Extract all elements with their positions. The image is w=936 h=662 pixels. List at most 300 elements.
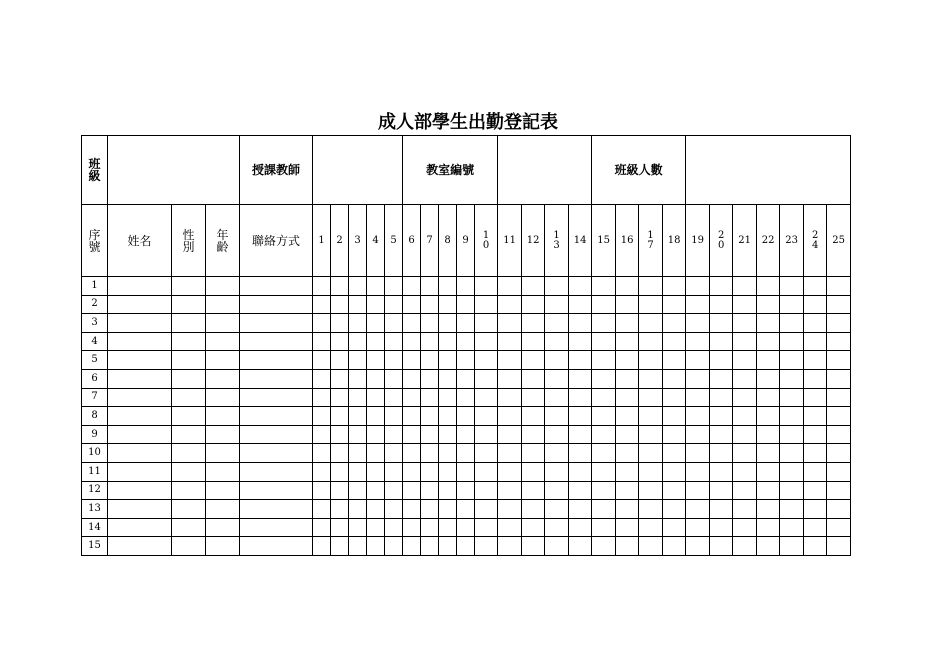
age-cell[interactable]: [206, 388, 240, 407]
attendance-cell[interactable]: [385, 388, 403, 407]
attendance-cell[interactable]: [757, 462, 780, 481]
name-cell[interactable]: [108, 518, 172, 537]
attendance-cell[interactable]: [385, 295, 403, 314]
attendance-cell[interactable]: [616, 518, 639, 537]
attendance-cell[interactable]: [475, 314, 498, 333]
gender-cell[interactable]: [172, 500, 206, 519]
attendance-cell[interactable]: [331, 500, 349, 519]
attendance-cell[interactable]: [804, 351, 827, 370]
attendance-cell[interactable]: [313, 444, 331, 463]
attendance-cell[interactable]: [403, 518, 421, 537]
attendance-cell[interactable]: [663, 369, 686, 388]
attendance-cell[interactable]: [686, 481, 710, 500]
attendance-cell[interactable]: [313, 314, 331, 333]
attendance-cell[interactable]: [780, 444, 804, 463]
attendance-cell[interactable]: [686, 462, 710, 481]
attendance-cell[interactable]: [457, 462, 475, 481]
attendance-cell[interactable]: [331, 351, 349, 370]
attendance-cell[interactable]: [367, 332, 385, 351]
attendance-cell[interactable]: [522, 369, 545, 388]
attendance-cell[interactable]: [313, 407, 331, 426]
attendance-cell[interactable]: [403, 500, 421, 519]
attendance-cell[interactable]: [616, 462, 639, 481]
attendance-cell[interactable]: [827, 462, 851, 481]
name-cell[interactable]: [108, 444, 172, 463]
attendance-cell[interactable]: [804, 388, 827, 407]
attendance-cell[interactable]: [457, 444, 475, 463]
attendance-cell[interactable]: [663, 277, 686, 296]
age-cell[interactable]: [206, 369, 240, 388]
attendance-cell[interactable]: [498, 481, 522, 500]
age-cell[interactable]: [206, 351, 240, 370]
attendance-cell[interactable]: [475, 537, 498, 556]
attendance-cell[interactable]: [686, 444, 710, 463]
gender-cell[interactable]: [172, 425, 206, 444]
attendance-cell[interactable]: [331, 332, 349, 351]
attendance-cell[interactable]: [639, 518, 663, 537]
attendance-cell[interactable]: [804, 444, 827, 463]
attendance-cell[interactable]: [686, 351, 710, 370]
attendance-cell[interactable]: [827, 500, 851, 519]
attendance-cell[interactable]: [403, 425, 421, 444]
attendance-cell[interactable]: [780, 407, 804, 426]
attendance-cell[interactable]: [827, 407, 851, 426]
attendance-cell[interactable]: [639, 500, 663, 519]
attendance-cell[interactable]: [439, 444, 457, 463]
name-cell[interactable]: [108, 407, 172, 426]
attendance-cell[interactable]: [569, 277, 592, 296]
attendance-cell[interactable]: [592, 314, 616, 333]
attendance-cell[interactable]: [403, 481, 421, 500]
gender-cell[interactable]: [172, 332, 206, 351]
attendance-cell[interactable]: [457, 295, 475, 314]
age-cell[interactable]: [206, 500, 240, 519]
attendance-cell[interactable]: [592, 407, 616, 426]
attendance-cell[interactable]: [710, 407, 733, 426]
room-value-cell[interactable]: [498, 136, 592, 205]
gender-cell[interactable]: [172, 462, 206, 481]
contact-cell[interactable]: [240, 537, 313, 556]
name-cell[interactable]: [108, 369, 172, 388]
attendance-cell[interactable]: [403, 295, 421, 314]
attendance-cell[interactable]: [475, 481, 498, 500]
attendance-cell[interactable]: [403, 444, 421, 463]
age-cell[interactable]: [206, 481, 240, 500]
attendance-cell[interactable]: [522, 388, 545, 407]
attendance-cell[interactable]: [686, 407, 710, 426]
attendance-cell[interactable]: [780, 388, 804, 407]
attendance-cell[interactable]: [733, 388, 757, 407]
attendance-cell[interactable]: [385, 369, 403, 388]
attendance-cell[interactable]: [757, 518, 780, 537]
attendance-cell[interactable]: [804, 481, 827, 500]
attendance-cell[interactable]: [349, 351, 367, 370]
attendance-cell[interactable]: [804, 314, 827, 333]
attendance-cell[interactable]: [827, 369, 851, 388]
attendance-cell[interactable]: [592, 295, 616, 314]
attendance-cell[interactable]: [804, 425, 827, 444]
attendance-cell[interactable]: [545, 407, 569, 426]
attendance-cell[interactable]: [569, 295, 592, 314]
attendance-cell[interactable]: [457, 518, 475, 537]
gender-cell[interactable]: [172, 351, 206, 370]
attendance-cell[interactable]: [569, 314, 592, 333]
attendance-cell[interactable]: [457, 277, 475, 296]
attendance-cell[interactable]: [367, 295, 385, 314]
attendance-cell[interactable]: [421, 351, 439, 370]
attendance-cell[interactable]: [421, 500, 439, 519]
attendance-cell[interactable]: [757, 351, 780, 370]
name-cell[interactable]: [108, 537, 172, 556]
attendance-cell[interactable]: [710, 369, 733, 388]
attendance-cell[interactable]: [522, 481, 545, 500]
attendance-cell[interactable]: [545, 518, 569, 537]
attendance-cell[interactable]: [331, 314, 349, 333]
attendance-cell[interactable]: [385, 444, 403, 463]
attendance-cell[interactable]: [757, 388, 780, 407]
attendance-cell[interactable]: [686, 295, 710, 314]
attendance-cell[interactable]: [313, 518, 331, 537]
attendance-cell[interactable]: [804, 500, 827, 519]
attendance-cell[interactable]: [457, 369, 475, 388]
attendance-cell[interactable]: [827, 537, 851, 556]
attendance-cell[interactable]: [498, 351, 522, 370]
attendance-cell[interactable]: [592, 369, 616, 388]
name-cell[interactable]: [108, 332, 172, 351]
attendance-cell[interactable]: [592, 481, 616, 500]
attendance-cell[interactable]: [522, 277, 545, 296]
contact-cell[interactable]: [240, 518, 313, 537]
attendance-cell[interactable]: [498, 407, 522, 426]
attendance-cell[interactable]: [592, 500, 616, 519]
attendance-cell[interactable]: [349, 500, 367, 519]
attendance-cell[interactable]: [367, 277, 385, 296]
attendance-cell[interactable]: [498, 425, 522, 444]
attendance-cell[interactable]: [457, 388, 475, 407]
attendance-cell[interactable]: [522, 407, 545, 426]
attendance-cell[interactable]: [331, 444, 349, 463]
attendance-cell[interactable]: [331, 295, 349, 314]
attendance-cell[interactable]: [780, 518, 804, 537]
attendance-cell[interactable]: [421, 369, 439, 388]
attendance-cell[interactable]: [498, 388, 522, 407]
attendance-cell[interactable]: [349, 425, 367, 444]
attendance-cell[interactable]: [403, 388, 421, 407]
contact-cell[interactable]: [240, 314, 313, 333]
attendance-cell[interactable]: [827, 295, 851, 314]
attendance-cell[interactable]: [439, 332, 457, 351]
attendance-cell[interactable]: [498, 295, 522, 314]
attendance-cell[interactable]: [313, 537, 331, 556]
attendance-cell[interactable]: [439, 518, 457, 537]
attendance-cell[interactable]: [313, 295, 331, 314]
attendance-cell[interactable]: [592, 332, 616, 351]
attendance-cell[interactable]: [403, 332, 421, 351]
attendance-cell[interactable]: [457, 500, 475, 519]
attendance-cell[interactable]: [545, 295, 569, 314]
attendance-cell[interactable]: [616, 444, 639, 463]
attendance-cell[interactable]: [710, 444, 733, 463]
attendance-cell[interactable]: [439, 537, 457, 556]
contact-cell[interactable]: [240, 462, 313, 481]
attendance-cell[interactable]: [367, 444, 385, 463]
attendance-cell[interactable]: [349, 314, 367, 333]
attendance-cell[interactable]: [545, 500, 569, 519]
attendance-cell[interactable]: [498, 500, 522, 519]
attendance-cell[interactable]: [710, 277, 733, 296]
attendance-cell[interactable]: [367, 537, 385, 556]
attendance-cell[interactable]: [522, 444, 545, 463]
attendance-cell[interactable]: [569, 500, 592, 519]
attendance-cell[interactable]: [733, 277, 757, 296]
attendance-cell[interactable]: [439, 314, 457, 333]
contact-cell[interactable]: [240, 369, 313, 388]
attendance-cell[interactable]: [331, 518, 349, 537]
attendance-cell[interactable]: [421, 407, 439, 426]
attendance-cell[interactable]: [522, 425, 545, 444]
attendance-cell[interactable]: [804, 369, 827, 388]
gender-cell[interactable]: [172, 388, 206, 407]
attendance-cell[interactable]: [331, 481, 349, 500]
attendance-cell[interactable]: [313, 351, 331, 370]
attendance-cell[interactable]: [475, 462, 498, 481]
attendance-cell[interactable]: [710, 518, 733, 537]
attendance-cell[interactable]: [349, 537, 367, 556]
attendance-cell[interactable]: [639, 369, 663, 388]
attendance-cell[interactable]: [522, 295, 545, 314]
attendance-cell[interactable]: [367, 462, 385, 481]
attendance-cell[interactable]: [475, 332, 498, 351]
attendance-cell[interactable]: [569, 481, 592, 500]
class-value-cell[interactable]: [108, 136, 240, 205]
attendance-cell[interactable]: [331, 388, 349, 407]
attendance-cell[interactable]: [639, 277, 663, 296]
attendance-cell[interactable]: [592, 462, 616, 481]
attendance-cell[interactable]: [686, 518, 710, 537]
attendance-cell[interactable]: [757, 537, 780, 556]
attendance-cell[interactable]: [616, 425, 639, 444]
contact-cell[interactable]: [240, 481, 313, 500]
gender-cell[interactable]: [172, 295, 206, 314]
attendance-cell[interactable]: [313, 500, 331, 519]
attendance-cell[interactable]: [616, 407, 639, 426]
attendance-cell[interactable]: [385, 462, 403, 481]
attendance-cell[interactable]: [439, 425, 457, 444]
attendance-cell[interactable]: [639, 425, 663, 444]
attendance-cell[interactable]: [498, 277, 522, 296]
attendance-cell[interactable]: [457, 537, 475, 556]
attendance-cell[interactable]: [733, 407, 757, 426]
attendance-cell[interactable]: [403, 351, 421, 370]
attendance-cell[interactable]: [639, 388, 663, 407]
attendance-cell[interactable]: [522, 537, 545, 556]
attendance-cell[interactable]: [827, 314, 851, 333]
attendance-cell[interactable]: [686, 369, 710, 388]
attendance-cell[interactable]: [439, 351, 457, 370]
attendance-cell[interactable]: [827, 444, 851, 463]
attendance-cell[interactable]: [367, 425, 385, 444]
attendance-cell[interactable]: [367, 351, 385, 370]
attendance-cell[interactable]: [733, 369, 757, 388]
attendance-cell[interactable]: [663, 481, 686, 500]
contact-cell[interactable]: [240, 351, 313, 370]
attendance-cell[interactable]: [421, 537, 439, 556]
attendance-cell[interactable]: [663, 351, 686, 370]
attendance-cell[interactable]: [421, 518, 439, 537]
attendance-cell[interactable]: [663, 462, 686, 481]
age-cell[interactable]: [206, 407, 240, 426]
attendance-cell[interactable]: [439, 277, 457, 296]
attendance-cell[interactable]: [367, 481, 385, 500]
name-cell[interactable]: [108, 351, 172, 370]
attendance-cell[interactable]: [545, 462, 569, 481]
attendance-cell[interactable]: [545, 351, 569, 370]
attendance-cell[interactable]: [780, 462, 804, 481]
attendance-cell[interactable]: [592, 277, 616, 296]
gender-cell[interactable]: [172, 407, 206, 426]
attendance-cell[interactable]: [421, 425, 439, 444]
attendance-cell[interactable]: [367, 407, 385, 426]
name-cell[interactable]: [108, 425, 172, 444]
attendance-cell[interactable]: [663, 388, 686, 407]
attendance-cell[interactable]: [569, 351, 592, 370]
attendance-cell[interactable]: [522, 314, 545, 333]
attendance-cell[interactable]: [616, 332, 639, 351]
gender-cell[interactable]: [172, 518, 206, 537]
age-cell[interactable]: [206, 277, 240, 296]
attendance-cell[interactable]: [385, 500, 403, 519]
attendance-cell[interactable]: [569, 518, 592, 537]
attendance-cell[interactable]: [498, 462, 522, 481]
age-cell[interactable]: [206, 518, 240, 537]
attendance-cell[interactable]: [498, 314, 522, 333]
attendance-cell[interactable]: [498, 332, 522, 351]
contact-cell[interactable]: [240, 388, 313, 407]
attendance-cell[interactable]: [663, 500, 686, 519]
attendance-cell[interactable]: [349, 462, 367, 481]
attendance-cell[interactable]: [780, 295, 804, 314]
attendance-cell[interactable]: [385, 481, 403, 500]
attendance-cell[interactable]: [639, 295, 663, 314]
attendance-cell[interactable]: [569, 369, 592, 388]
attendance-cell[interactable]: [367, 314, 385, 333]
attendance-cell[interactable]: [498, 444, 522, 463]
attendance-cell[interactable]: [780, 277, 804, 296]
attendance-cell[interactable]: [827, 351, 851, 370]
attendance-cell[interactable]: [522, 462, 545, 481]
attendance-cell[interactable]: [545, 388, 569, 407]
attendance-cell[interactable]: [804, 277, 827, 296]
attendance-cell[interactable]: [663, 444, 686, 463]
attendance-cell[interactable]: [385, 277, 403, 296]
attendance-cell[interactable]: [757, 481, 780, 500]
attendance-cell[interactable]: [385, 407, 403, 426]
attendance-cell[interactable]: [439, 388, 457, 407]
contact-cell[interactable]: [240, 295, 313, 314]
attendance-cell[interactable]: [686, 500, 710, 519]
attendance-cell[interactable]: [569, 407, 592, 426]
attendance-cell[interactable]: [331, 537, 349, 556]
age-cell[interactable]: [206, 444, 240, 463]
attendance-cell[interactable]: [710, 351, 733, 370]
attendance-cell[interactable]: [827, 425, 851, 444]
attendance-cell[interactable]: [686, 425, 710, 444]
attendance-cell[interactable]: [313, 332, 331, 351]
attendance-cell[interactable]: [385, 351, 403, 370]
attendance-cell[interactable]: [710, 314, 733, 333]
attendance-cell[interactable]: [733, 295, 757, 314]
age-cell[interactable]: [206, 332, 240, 351]
attendance-cell[interactable]: [349, 481, 367, 500]
attendance-cell[interactable]: [385, 518, 403, 537]
attendance-cell[interactable]: [710, 425, 733, 444]
attendance-cell[interactable]: [367, 500, 385, 519]
attendance-cell[interactable]: [757, 314, 780, 333]
attendance-cell[interactable]: [522, 351, 545, 370]
gender-cell[interactable]: [172, 537, 206, 556]
attendance-cell[interactable]: [522, 518, 545, 537]
name-cell[interactable]: [108, 314, 172, 333]
attendance-cell[interactable]: [457, 425, 475, 444]
contact-cell[interactable]: [240, 407, 313, 426]
attendance-cell[interactable]: [385, 332, 403, 351]
attendance-cell[interactable]: [757, 332, 780, 351]
gender-cell[interactable]: [172, 369, 206, 388]
attendance-cell[interactable]: [475, 425, 498, 444]
attendance-cell[interactable]: [733, 462, 757, 481]
attendance-cell[interactable]: [639, 537, 663, 556]
attendance-cell[interactable]: [616, 388, 639, 407]
attendance-cell[interactable]: [385, 314, 403, 333]
attendance-cell[interactable]: [757, 407, 780, 426]
age-cell[interactable]: [206, 295, 240, 314]
attendance-cell[interactable]: [710, 295, 733, 314]
attendance-cell[interactable]: [421, 332, 439, 351]
attendance-cell[interactable]: [349, 332, 367, 351]
attendance-cell[interactable]: [457, 407, 475, 426]
attendance-cell[interactable]: [757, 277, 780, 296]
attendance-cell[interactable]: [733, 537, 757, 556]
gender-cell[interactable]: [172, 481, 206, 500]
attendance-cell[interactable]: [421, 277, 439, 296]
attendance-cell[interactable]: [616, 351, 639, 370]
attendance-cell[interactable]: [545, 277, 569, 296]
attendance-cell[interactable]: [545, 314, 569, 333]
attendance-cell[interactable]: [780, 351, 804, 370]
attendance-cell[interactable]: [757, 295, 780, 314]
attendance-cell[interactable]: [498, 518, 522, 537]
attendance-cell[interactable]: [710, 537, 733, 556]
attendance-cell[interactable]: [385, 537, 403, 556]
attendance-cell[interactable]: [313, 369, 331, 388]
attendance-cell[interactable]: [804, 407, 827, 426]
gender-cell[interactable]: [172, 314, 206, 333]
attendance-cell[interactable]: [686, 388, 710, 407]
attendance-cell[interactable]: [439, 500, 457, 519]
attendance-cell[interactable]: [349, 444, 367, 463]
age-cell[interactable]: [206, 462, 240, 481]
attendance-cell[interactable]: [545, 332, 569, 351]
gender-cell[interactable]: [172, 277, 206, 296]
attendance-cell[interactable]: [403, 462, 421, 481]
attendance-cell[interactable]: [439, 407, 457, 426]
teacher-value-cell[interactable]: [313, 136, 403, 205]
attendance-cell[interactable]: [313, 388, 331, 407]
attendance-cell[interactable]: [827, 332, 851, 351]
attendance-cell[interactable]: [569, 425, 592, 444]
attendance-cell[interactable]: [545, 425, 569, 444]
attendance-cell[interactable]: [592, 388, 616, 407]
